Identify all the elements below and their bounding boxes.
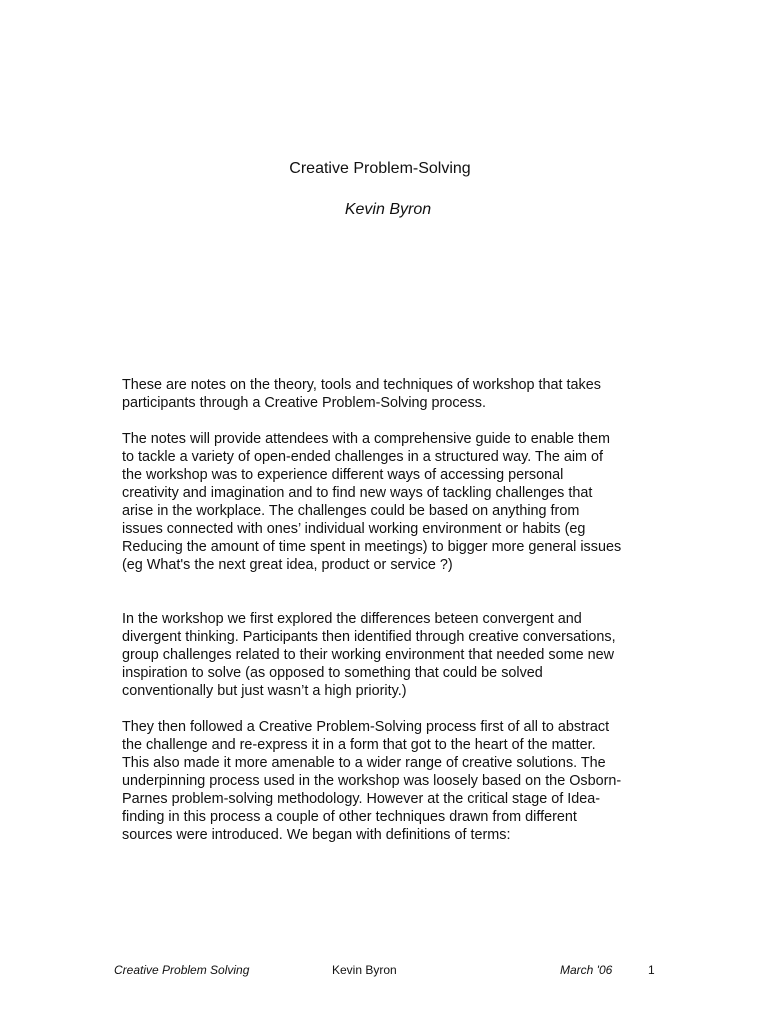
- paragraph-intro: These are notes on the theory, tools and techniques of workshop that takes participants through a Creative Problem-Solving process.: [122, 377, 601, 411]
- footer-title: Creative Problem Solving: [114, 963, 250, 977]
- paragraph-process: They then followed a Creative Problem-Solving process first of all to abstract the challenge and re-express it in a form that got to the heart of the matter. This also made it more amenable to a wider range of creative solutions. The underpinning process used in the workshop was loosely based on the Osborn- Parnes problem-solving methodology. However at the critical stage of Idea- finding in this process a couple of other techniques drawn from different sources were introduced. We began with definitions of terms:: [122, 719, 622, 843]
- footer-page-number: 1: [648, 963, 655, 977]
- document-body: [122, 376, 662, 844]
- footer-author: Kevin Byron: [332, 963, 397, 977]
- footer-date: March '06: [560, 963, 613, 977]
- paragraph-notes: The notes will provide attendees with a comprehensive guide to enable them to tackle a variety of open-ended challenges in a structured way. The aim of the workshop was to experience different ways of accessing personal creativity and imagination and to find new ways of tackling challenges that arise in the workplace. The challenges could be based on anything from issues connected with ones’ individual working environment or habits (eg Reducing the amount of time spent in meetings) to bigger more general issues (eg What's the next great idea, product or service ?): [122, 431, 622, 573]
- page-footer: [0, 962, 768, 980]
- document-title: Creative Problem-Solving: [289, 160, 471, 177]
- paragraph-workshop: In the workshop we first explored the differences beteen convergent and divergent thinking. Participants then identified through creative conversations, group challenges related to their working environment that needed some new inspiration to solve (as opposed to something that could be solved conventionally but just wasn’t a high priority.): [122, 611, 616, 699]
- document-author: Kevin Byron: [344, 201, 432, 218]
